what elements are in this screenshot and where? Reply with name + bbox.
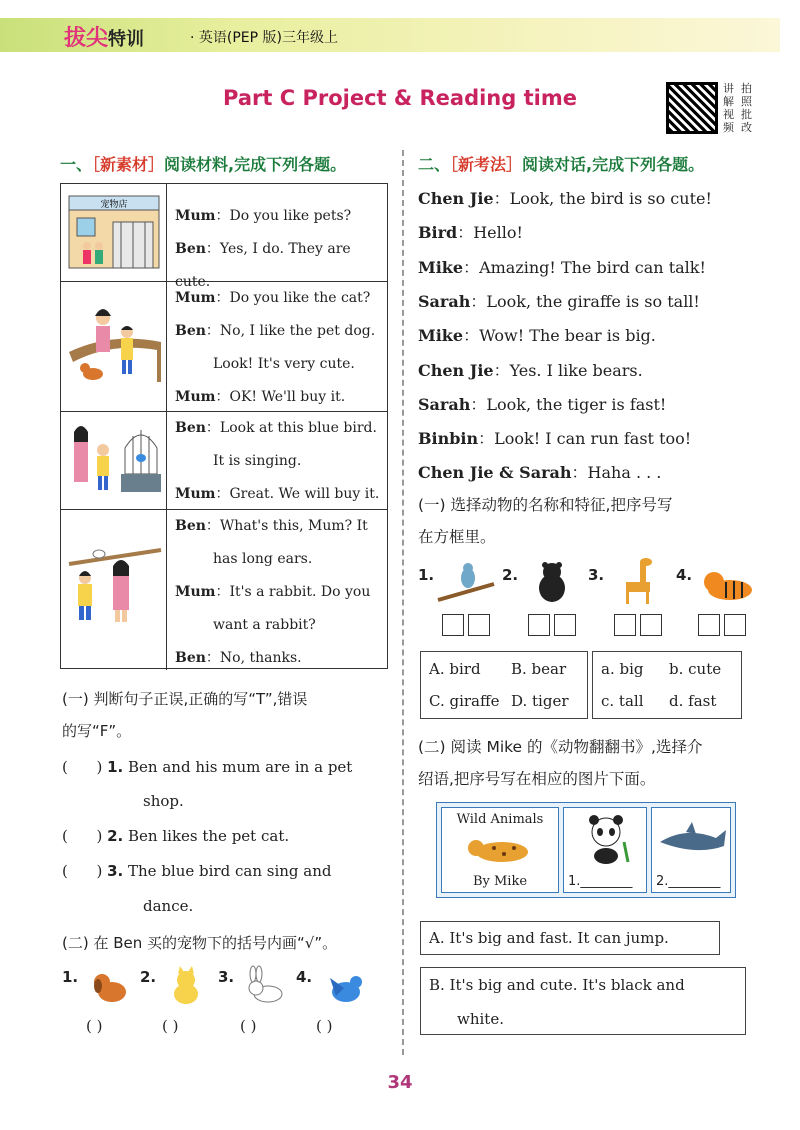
rabbit-icon — [244, 964, 288, 1004]
tf-item: ( ) 1. Ben and his mum are in a pet — [62, 758, 353, 776]
answer-paren[interactable]: ( ) — [240, 1017, 257, 1035]
pet-shop-picture — [61, 184, 167, 281]
dialogue-line: Mike：Wow! The bear is big. — [418, 326, 656, 345]
rq1-instruction-cont: 在方框里。 — [418, 528, 496, 546]
rq1-instruction: (一) 选择动物的名称和特征,把序号写 — [418, 496, 673, 514]
answer-paren[interactable]: ( ) — [86, 1017, 103, 1035]
animal-num: 4. — [676, 566, 693, 584]
book-author: By Mike — [472, 874, 528, 889]
answer-box[interactable] — [528, 614, 550, 636]
qr-code-icon[interactable] — [666, 82, 718, 134]
dialogue-line: Bird：Hello! — [418, 223, 523, 242]
panda-page — [563, 807, 647, 893]
panda-icon — [580, 812, 632, 864]
bird-icon — [322, 970, 368, 1006]
dialogue-line: Chen Jie：Look, the bird is so cute! — [418, 189, 712, 208]
family-cat-picture — [61, 282, 167, 411]
book-cover — [441, 807, 559, 893]
answer-paren[interactable]: ( ) — [62, 862, 103, 880]
tf-item-cont: shop. — [143, 792, 184, 810]
section2-heading: 二、［新考法］阅读对话,完成下列各题。 — [418, 155, 705, 174]
animal-num: 1. — [418, 566, 435, 584]
brand-logo: 拔尖特训 — [64, 26, 145, 51]
header-bar — [0, 18, 780, 52]
book-title: Wild Animals — [456, 812, 544, 827]
rq2-instruction-cont: 绍语,把序号写在相应的图片下面。 — [418, 770, 656, 788]
answer-box[interactable] — [442, 614, 464, 636]
header-subtitle: · 英语(PEP 版)三年级上 — [190, 30, 339, 46]
bird-cage-picture — [61, 412, 167, 509]
qr-labels: 讲 拍 解 照 视 批 频 改 — [723, 82, 752, 134]
table-row: Mum：Do you like the cat? Ben：No, I like the pet dog. Look! It's very cute. Mum：OK! We'll buy it. — [61, 282, 387, 412]
q1-instruction-cont: 的写“F”。 — [62, 722, 132, 740]
shark-page — [651, 807, 731, 893]
table-row: Ben：What's this, Mum? It has long ears. Mum：It's a rabbit. Do you want a rabbit? Ben：No, thanks. — [61, 510, 387, 670]
answer-box[interactable] — [640, 614, 662, 636]
q1-instruction: (一) 判断句子正误,正确的写“T”,错误 — [62, 690, 308, 708]
flip-book — [436, 802, 736, 898]
animal-num: 3. — [588, 566, 605, 584]
answer-box[interactable] — [614, 614, 636, 636]
section1-heading: 一、［新素材］阅读材料,完成下列各题。 — [60, 155, 347, 174]
answer-box[interactable] — [724, 614, 746, 636]
giraffe-icon — [614, 556, 660, 606]
reading-table — [60, 183, 388, 669]
q2-instruction: (二) 在 Ben 买的宠物下的括号内画“√”。 — [62, 934, 338, 952]
answer-paren[interactable]: ( ) — [62, 758, 103, 776]
dialogue-line: Sarah：Look, the tiger is fast! — [418, 395, 667, 414]
dialogue-line: Mike：Amazing! The bird can talk! — [418, 258, 706, 277]
tf-item: ( ) 3. The blue bird can sing and — [62, 862, 332, 880]
pet-num: 1. — [62, 968, 79, 986]
answer-paren[interactable]: ( ) — [162, 1017, 179, 1035]
rq2-instruction: (二) 阅读 Mike 的《动物翻翻书》,选择介 — [418, 738, 703, 756]
page-title: Part C Project & Reading time — [223, 86, 577, 110]
column-divider — [402, 150, 404, 1055]
dialogue-line: Chen Jie：Yes. I like bears. — [418, 361, 643, 380]
table-row: Ben：Look at this blue bird. It is singing. Mum：Great. We will buy it. — [61, 412, 387, 510]
answer-box[interactable] — [698, 614, 720, 636]
cat-icon — [166, 964, 206, 1006]
answer-blank[interactable]: 2.________ — [656, 874, 721, 889]
answer-paren[interactable]: ( ) — [62, 827, 103, 845]
pet-num: 3. — [218, 968, 235, 986]
rabbit-picture — [61, 510, 167, 670]
answer-box[interactable] — [468, 614, 490, 636]
leopard-icon — [464, 834, 534, 868]
tf-item: ( ) 2. Ben likes the pet cat. — [62, 827, 290, 845]
shark-icon — [656, 820, 728, 860]
dog-icon — [90, 966, 130, 1006]
page-number: 34 — [387, 1072, 413, 1093]
dialogue-line: Chen Jie & Sarah：Haha . . . — [418, 463, 662, 482]
animal-num: 2. — [502, 566, 519, 584]
answer-box[interactable] — [554, 614, 576, 636]
table-row: 宠物店 Mum：Do you like pets? Ben：Yes, I do. They are cute. — [61, 184, 387, 282]
answer-blank[interactable]: 1.________ — [568, 874, 633, 889]
dialogue-line: Binbin：Look! I can run fast too! — [418, 429, 692, 448]
dialogue-line: Sarah：Look, the giraffe is so tall! — [418, 292, 700, 311]
animal-name-options: A. bird B. bear C. giraffe D. tiger — [420, 651, 588, 719]
animal-trait-options: a. big b. cute c. tall d. fast — [592, 651, 742, 719]
tf-item-cont: dance. — [143, 897, 194, 915]
bird-on-branch-icon — [436, 560, 496, 606]
tiger-icon — [700, 562, 756, 606]
shop-sign: 宠物店 — [100, 200, 128, 210]
option-a[interactable]: A. It's big and fast. It can jump. — [420, 921, 720, 955]
pet-num: 4. — [296, 968, 313, 986]
answer-paren[interactable]: ( ) — [316, 1017, 333, 1035]
option-b[interactable]: B. It's big and cute. It's black and white. — [420, 967, 746, 1035]
bear-icon — [532, 560, 572, 606]
pet-num: 2. — [140, 968, 157, 986]
